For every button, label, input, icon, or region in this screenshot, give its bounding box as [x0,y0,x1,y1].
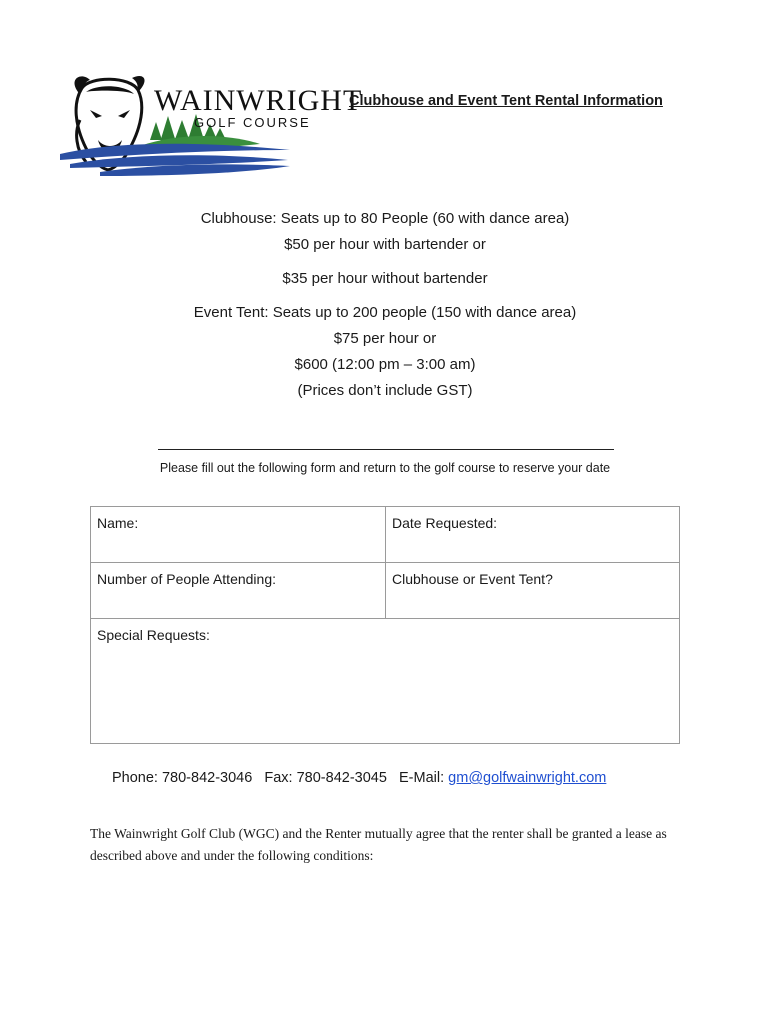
date-field[interactable] [386,507,680,563]
people-label: Number of People Attending: [97,571,277,587]
table-row [91,619,680,744]
clubhouse-rate-no-bartender: $35 per hour without bartender [282,270,488,287]
name-label: Name: [97,515,139,531]
tent-rate-hourly: $75 per hour or [333,330,437,347]
people-field[interactable] [91,563,386,619]
agreement-text: The Wainwright Golf Club (WGC) and the Renter mutually agree that the renter shall be granted a lease as described above and under the following conditions: [90,826,667,863]
date-label: Date Requested: [392,515,498,531]
special-requests-label: Special Requests: [97,627,210,643]
contact-line [112,770,606,786]
signature-line [158,449,614,450]
gst-note: (Prices don’t include GST) [297,382,473,399]
reservation-form [90,506,680,744]
table-row [91,507,680,563]
special-requests-field[interactable] [91,619,680,744]
tent-capacity: Event Tent: Seats up to 200 people (150 with dance area) [193,304,577,321]
clubhouse-rate-bartender: $50 per hour with bartender or [284,236,486,253]
email-label: E-Mail: [399,770,445,786]
clubhouse-capacity: Clubhouse: Seats up to 80 People (60 with dance area) [200,210,570,227]
form-instructions: Please fill out the following form and return to the golf course to reserve your date [159,461,611,475]
fax-number: Fax: 780-842-3045 [264,770,387,786]
page-title: Clubhouse and Event Tent Rental Information [349,93,663,109]
name-field[interactable] [91,507,386,563]
tent-rate-flat: $600 (12:00 pm – 3:00 am) [294,356,476,373]
email-link[interactable]: gm@golfwainwright.com [448,770,607,786]
table-row [91,563,680,619]
venue-label: Clubhouse or Event Tent? [392,571,553,587]
logo [60,70,363,180]
logo-wordmark: WAINWRIGHT [154,84,363,117]
phone-number: Phone: 780-842-3046 [112,770,253,786]
logo-subtitle: GOLF COURSE [194,115,311,130]
venue-field[interactable] [386,563,680,619]
